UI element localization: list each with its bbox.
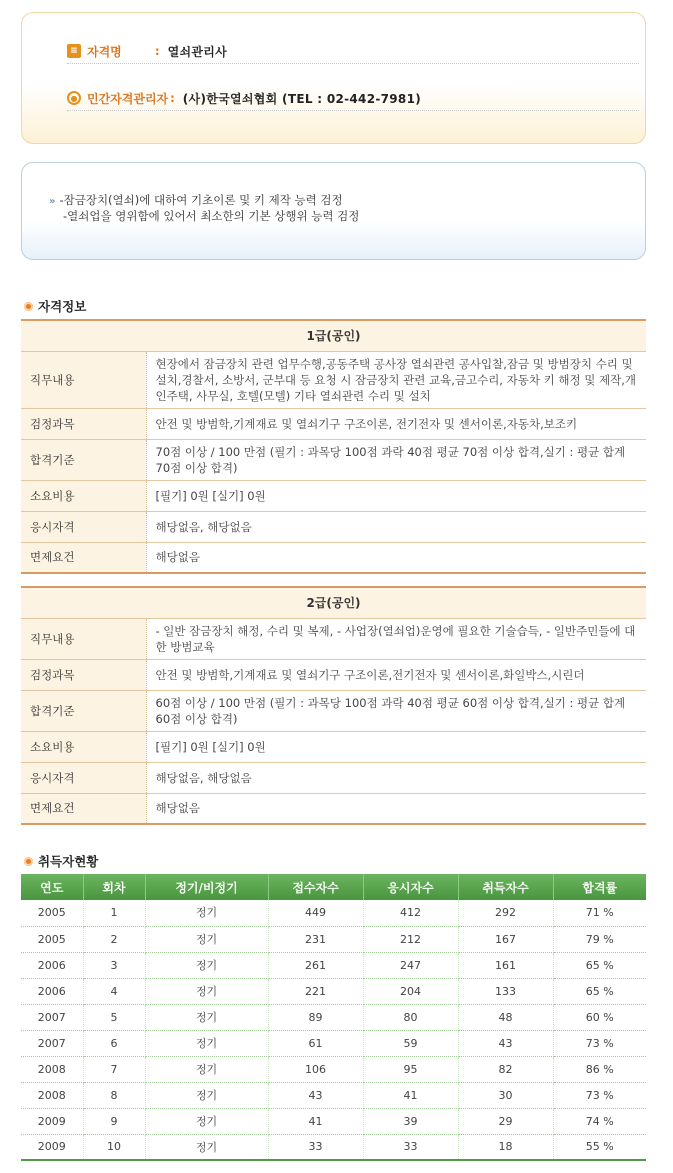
table-cell: 133 (458, 978, 553, 1004)
table-cell: 261 (268, 952, 363, 978)
col-year: 연도 (21, 874, 83, 900)
col-acquirers: 취득자수 (458, 874, 553, 900)
table-cell: 212 (363, 926, 458, 952)
double-arrow-icon: » (49, 196, 56, 207)
row-value: 안전 및 방범학,기계재료 및 열쇠기구 구조이론, 전기전자 및 센서이론,자동차,보조키 (146, 408, 646, 439)
table-cell: 412 (363, 900, 458, 926)
dotted-divider (67, 110, 639, 111)
col-applicants: 접수자수 (268, 874, 363, 900)
row-key: 검정과목 (21, 408, 146, 439)
stats-section-title: 취득자현황 (24, 852, 98, 870)
table-cell: 33 (363, 1134, 458, 1160)
table-cell: 정기 (145, 900, 268, 926)
table-cell: 60 % (553, 1004, 646, 1030)
table-cell: 2009 (21, 1108, 83, 1134)
dotted-divider (67, 63, 639, 64)
table-cell: 73 % (553, 1082, 646, 1108)
table-cell: 2009 (21, 1134, 83, 1160)
table-cell: 정기 (145, 1108, 268, 1134)
row-key: 검정과목 (21, 659, 146, 690)
table-cell: 6 (83, 1030, 145, 1056)
table-cell: 1 (83, 900, 145, 926)
table-cell: 정기 (145, 1004, 268, 1030)
table-cell: 79 % (553, 926, 646, 952)
row-key: 응시자격 (21, 762, 146, 793)
table-cell: 정기 (145, 952, 268, 978)
row-value: 60점 이상 / 100 만점 (필기 : 과목당 100점 과락 40점 평균 60점 이상 합격,실기 : 평균 합계 60점 이상 합격) (146, 690, 646, 731)
table-cell: 2 (83, 926, 145, 952)
table-cell: 5 (83, 1004, 145, 1030)
row-key: 직무내용 (21, 618, 146, 659)
table-cell: 247 (363, 952, 458, 978)
table-cell: 정기 (145, 1082, 268, 1108)
table-cell: 정기 (145, 978, 268, 1004)
table-cell: 2005 (21, 900, 83, 926)
table-row (21, 952, 646, 978)
col-pass-rate: 합격률 (553, 874, 646, 900)
table-cell: 10 (83, 1134, 145, 1160)
grade2-info-table (21, 586, 646, 825)
row-value: 현장에서 잠금장치 관련 업무수행,공동주택 공사장 열쇠관련 공사입찰,잠금 및 방범장치 수리 및 설치,경찰서, 소방서, 군부대 등 요청 시 잠금장치 관련 교육,금고수리, 자동차 키 해정 및 제작,개인주택, 사무실, 호텔(모텔) 기타 열쇠관련 수리 및 설치 (146, 351, 646, 408)
table-cell: 59 (363, 1030, 458, 1056)
table-cell: 2008 (21, 1056, 83, 1082)
table-cell: 3 (83, 952, 145, 978)
orange-bullet-icon (24, 857, 33, 866)
purpose-line-1: » -잠금장치(열쇠)에 대하여 기초이론 및 키 제작 능력 검정 (49, 193, 343, 207)
row-value: 해당없음 (146, 542, 646, 573)
table-cell: 86 % (553, 1056, 646, 1082)
table-row (21, 926, 646, 952)
manager-value: (사)한국열쇠협회 (TEL : 02-442-7981) (182, 91, 422, 106)
table-cell: 18 (458, 1134, 553, 1160)
table-cell: 74 % (553, 1108, 646, 1134)
table-cell: 정기 (145, 1056, 268, 1082)
grade2-title: 2급(공인) (21, 587, 646, 618)
row-value: 안전 및 방범학,기계재료 및 열쇠기구 구조이론,전기전자 및 센서이론,화일박스,시린더 (146, 659, 646, 690)
stats-header-row (21, 874, 646, 900)
table-cell: 9 (83, 1108, 145, 1134)
table-cell: 161 (458, 952, 553, 978)
purpose-text (49, 193, 359, 224)
table-cell: 41 (268, 1108, 363, 1134)
table-cell: 33 (268, 1134, 363, 1160)
table-cell: 71 % (553, 900, 646, 926)
table-cell: 2008 (21, 1082, 83, 1108)
row-value: [필기] 0원 [실기] 0원 (146, 480, 646, 511)
row-key: 면제요건 (21, 793, 146, 824)
table-cell: 2005 (21, 926, 83, 952)
table-cell: 43 (268, 1082, 363, 1108)
table-cell: 167 (458, 926, 553, 952)
row-key: 소요비용 (21, 731, 146, 762)
qualification-name-label: 자격명 (87, 44, 122, 59)
table-row (21, 1004, 646, 1030)
grade1-title: 1급(공인) (21, 320, 646, 351)
table-row (21, 1134, 646, 1160)
col-round: 회차 (83, 874, 145, 900)
table-cell: 231 (268, 926, 363, 952)
table-cell: 39 (363, 1108, 458, 1134)
table-row (21, 1030, 646, 1056)
manager-label: 민간자격관리자 (87, 91, 169, 106)
table-cell: 8 (83, 1082, 145, 1108)
table-cell: 29 (458, 1108, 553, 1134)
table-cell: 73 % (553, 1030, 646, 1056)
table-cell: 정기 (145, 1030, 268, 1056)
table-cell: 43 (458, 1030, 553, 1056)
table-cell: 48 (458, 1004, 553, 1030)
row-key: 합격기준 (21, 439, 146, 480)
row-key: 합격기준 (21, 690, 146, 731)
row-key: 소요비용 (21, 480, 146, 511)
table-cell: 204 (363, 978, 458, 1004)
row-value: 70점 이상 / 100 만점 (필기 : 과목당 100점 과락 40점 평균 70점 이상 합격,실기 : 평균 합계 70점 이상 합격) (146, 439, 646, 480)
table-row (21, 1082, 646, 1108)
row-value: 해당없음, 해당없음 (146, 762, 646, 793)
row-value: 해당없음 (146, 793, 646, 824)
purpose-line-2: -열쇠업을 영위함에 있어서 최소한의 기본 상행위 능력 검정 (63, 209, 360, 223)
table-cell: 55 % (553, 1134, 646, 1160)
orange-bullet-icon (24, 302, 33, 311)
table-cell: 80 (363, 1004, 458, 1030)
col-type: 정기/비정기 (145, 874, 268, 900)
table-cell: 82 (458, 1056, 553, 1082)
table-cell: 65 % (553, 952, 646, 978)
table-cell: 449 (268, 900, 363, 926)
purpose-box (21, 162, 646, 260)
row-value: 해당없음, 해당없음 (146, 511, 646, 542)
document-icon: ≡ (67, 44, 81, 58)
row-value: [필기] 0원 [실기] 0원 (146, 731, 646, 762)
info-section-title: 자격정보 (24, 297, 86, 315)
person-icon: ● (67, 91, 81, 105)
table-cell: 292 (458, 900, 553, 926)
table-cell: 정기 (145, 1134, 268, 1160)
row-value: - 일반 잠금장치 해정, 수리 및 복제, - 사업장(열쇠업)운영에 필요한 기술습득, - 일반주민들에 대한 방범교육 (146, 618, 646, 659)
table-cell: 30 (458, 1082, 553, 1108)
table-cell: 221 (268, 978, 363, 1004)
table-cell: 89 (268, 1004, 363, 1030)
table-cell: 2006 (21, 978, 83, 1004)
table-cell: 4 (83, 978, 145, 1004)
table-cell: 65 % (553, 978, 646, 1004)
table-cell: 2007 (21, 1004, 83, 1030)
table-row (21, 900, 646, 926)
row-key: 응시자격 (21, 511, 146, 542)
table-row (21, 978, 646, 1004)
table-row (21, 1056, 646, 1082)
manager-row (67, 88, 421, 108)
table-cell: 7 (83, 1056, 145, 1082)
colon-separator: : (170, 91, 175, 105)
row-key: 직무내용 (21, 351, 146, 408)
qualification-header-box (21, 12, 646, 144)
col-examinees: 응시자수 (363, 874, 458, 900)
table-cell: 95 (363, 1056, 458, 1082)
table-row (21, 1108, 646, 1134)
table-cell: 61 (268, 1030, 363, 1056)
table-cell: 41 (363, 1082, 458, 1108)
acquisition-stats-table (21, 874, 646, 1161)
table-cell: 2007 (21, 1030, 83, 1056)
table-cell: 2006 (21, 952, 83, 978)
row-key: 면제요건 (21, 542, 146, 573)
table-cell: 정기 (145, 926, 268, 952)
qualification-name-row (67, 41, 227, 61)
colon-separator: : (155, 44, 160, 58)
qualification-name-value: 열쇠관리사 (167, 44, 228, 59)
grade1-info-table (21, 319, 646, 574)
table-cell: 106 (268, 1056, 363, 1082)
